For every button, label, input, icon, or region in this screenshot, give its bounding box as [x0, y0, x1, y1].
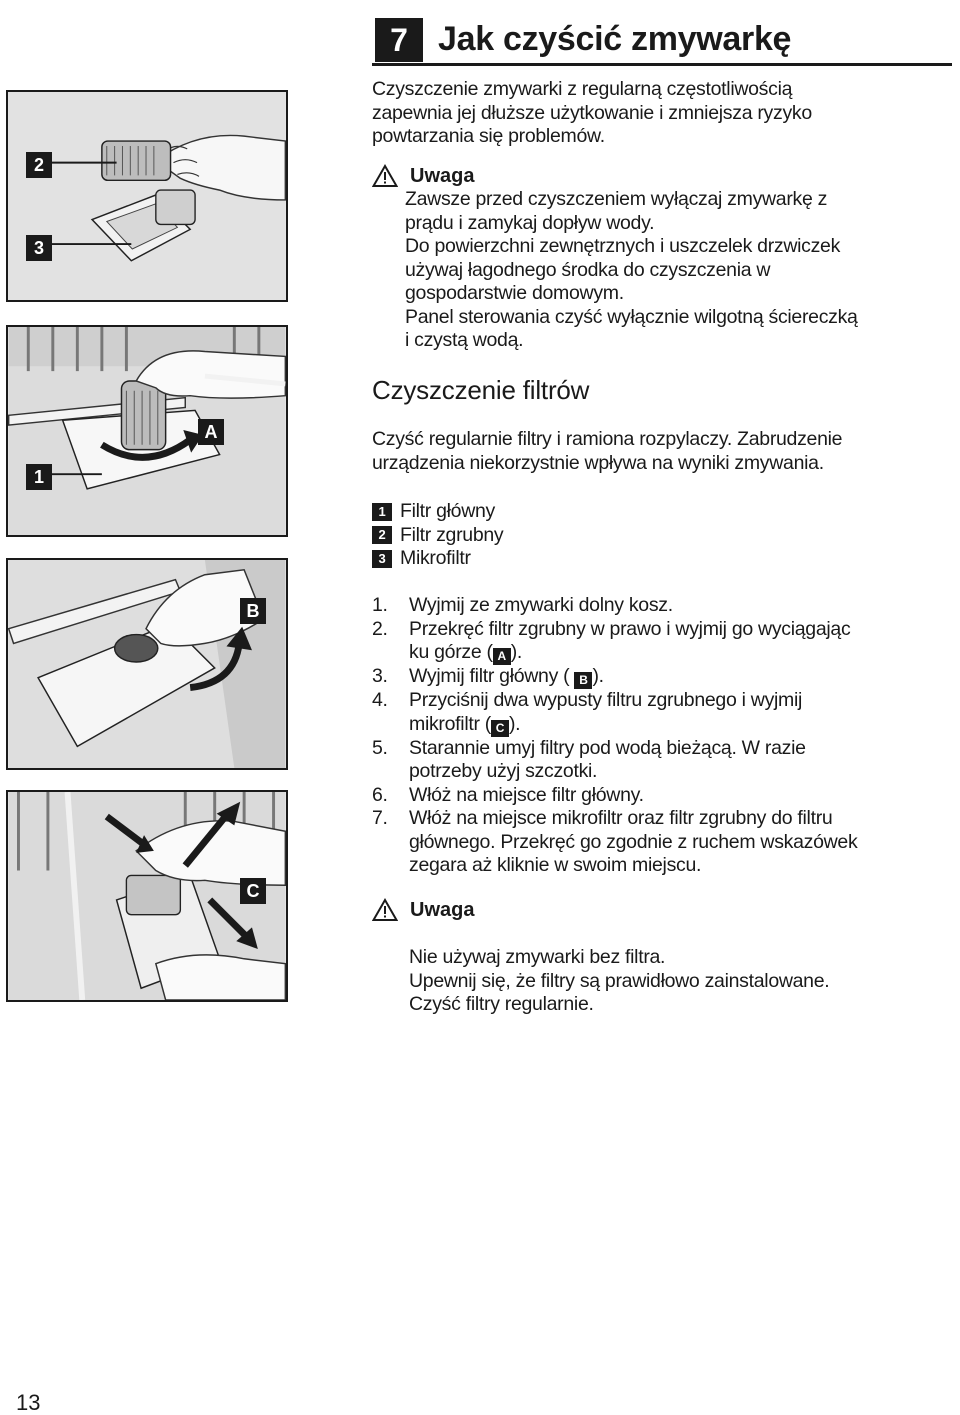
step-text: ). — [510, 641, 523, 663]
step-line: potrzeby użyj szczotki. — [409, 760, 598, 782]
intro-line: Czyszczenie zmywarki z regularną częstotliwością — [372, 78, 793, 100]
legend-badge: 2 — [372, 526, 392, 544]
figure-step-a — [6, 325, 288, 537]
step-line: zegara aż kliknie w swoim miejscu. — [409, 854, 702, 876]
warning-line: używaj łagodnego środka do czyszczenia w — [405, 258, 771, 281]
step-ref-badge: C — [491, 720, 509, 737]
step-item — [372, 618, 952, 666]
legend-badge: 1 — [372, 503, 392, 521]
step-number: 3. — [372, 665, 388, 687]
legend-label: Mikrofiltr — [400, 547, 471, 570]
step-number: 5. — [372, 736, 388, 759]
step-a-illustration — [8, 327, 286, 535]
step-text: ku górze ( — [409, 641, 493, 663]
step-number: 4. — [372, 689, 388, 711]
step-line: Włóż na miejsce filtr główny. — [409, 783, 644, 806]
step-item — [372, 594, 952, 618]
page-title: Jak czyścić zmywarkę — [438, 20, 792, 58]
step-line — [409, 641, 850, 665]
callout-c-badge: C — [240, 878, 266, 904]
step-line — [409, 713, 802, 737]
callout-a-badge: A — [198, 419, 224, 445]
warning-line: Panel sterowania czyść wyłącznie wilgotną ściereczką — [405, 305, 858, 328]
callout-1-badge: 1 — [26, 464, 52, 490]
step-number: 7. — [372, 807, 388, 829]
warning-box-1 — [372, 164, 952, 353]
step-item — [372, 784, 952, 808]
callout-2-badge: 2 — [26, 152, 52, 178]
warning-line: Czyść filtry regularnie. — [409, 993, 594, 1015]
legend-label: Filtr główny — [400, 500, 496, 523]
step-text: ). — [592, 665, 604, 687]
callout-b-badge: B — [240, 598, 266, 624]
step-line: Włóż na miejsce mikrofiltr oraz filtr zgrubny do filtru — [409, 807, 833, 829]
step-number: 1. — [372, 594, 388, 616]
warning-box-2 — [372, 898, 952, 1017]
warning-line: prądu i zamykaj dopływ wody. — [405, 211, 655, 234]
section-number-badge: 7 — [375, 18, 423, 62]
warning-line: Do powierzchni zewnętrznych i uszczelek drzwiczek — [405, 235, 841, 257]
filters-intro — [372, 428, 952, 475]
step-text: mikrofiltr ( — [409, 712, 491, 735]
step-text: ). — [508, 712, 521, 735]
step-item — [372, 689, 952, 737]
warning-line: gospodarstwie domowym. — [405, 282, 624, 304]
warning-line: Zawsze przed czyszczeniem wyłączaj zmywarkę z — [405, 188, 828, 210]
step-line: Wyjmij ze zmywarki dolny kosz. — [409, 594, 673, 616]
warning-line: Nie używaj zmywarki bez filtra. — [409, 946, 666, 968]
warning-line: Upewnij się, że filtry są prawidłowo zainstalowane. — [409, 969, 830, 992]
step-b-illustration — [8, 560, 286, 768]
step-line: głównego. Przekręć go zgodnie z ruchem wskazówek — [409, 830, 858, 853]
step-line: Przekręć filtr zgrubny w prawo i wyjmij go wyciągając — [409, 617, 851, 640]
intro-line: zapewnia jej dłuższe użytkowanie i zmniejsza ryzyko — [372, 101, 812, 124]
figure-filter-parts — [6, 90, 288, 302]
warning-triangle-icon — [372, 898, 398, 922]
legend-label: Filtr zgrubny — [400, 523, 504, 546]
callout-3-badge: 3 — [26, 235, 52, 261]
step-number: 6. — [372, 783, 388, 806]
warning-title: Uwaga — [410, 899, 475, 921]
step-line: Starannie umyj filtry pod wodą bieżącą. W razie — [409, 736, 806, 759]
legend-item — [372, 547, 503, 571]
filters-intro-line: Czyść regularnie filtry i ramiona rozpylaczy. Zabrudzenie — [372, 428, 843, 450]
step-number: 2. — [372, 617, 388, 640]
intro-paragraph — [372, 78, 932, 149]
warning-title: Uwaga — [410, 165, 475, 187]
step-line — [409, 665, 604, 689]
legend-item — [372, 524, 503, 548]
legend-badge: 3 — [372, 550, 392, 568]
figure-step-c — [6, 790, 288, 1002]
legend-item — [372, 500, 503, 524]
warning-line: i czystą wodą. — [405, 329, 524, 351]
steps-list — [372, 594, 952, 878]
figure-step-b — [6, 558, 288, 770]
step-item — [372, 737, 952, 784]
filter-parts-illustration — [8, 92, 286, 300]
section-header — [372, 14, 952, 66]
filter-legend — [372, 500, 503, 571]
step-item — [372, 807, 952, 878]
warning-triangle-icon — [372, 164, 398, 188]
step-line: Przyciśnij dwa wypusty filtru zgrubnego i wyjmij — [409, 689, 803, 711]
page-number: 13 — [16, 1390, 41, 1415]
step-ref-badge: B — [574, 672, 592, 689]
step-ref-badge: A — [493, 648, 511, 665]
step-item — [372, 665, 952, 689]
section-subheading: Czyszczenie filtrów — [372, 375, 590, 405]
intro-line: powtarzania się problemów. — [372, 125, 605, 147]
filters-intro-line: urządzenia niekorzystnie wpływa na wyniki zmywania. — [372, 451, 824, 474]
step-text: Wyjmij filtr główny ( — [409, 665, 575, 687]
